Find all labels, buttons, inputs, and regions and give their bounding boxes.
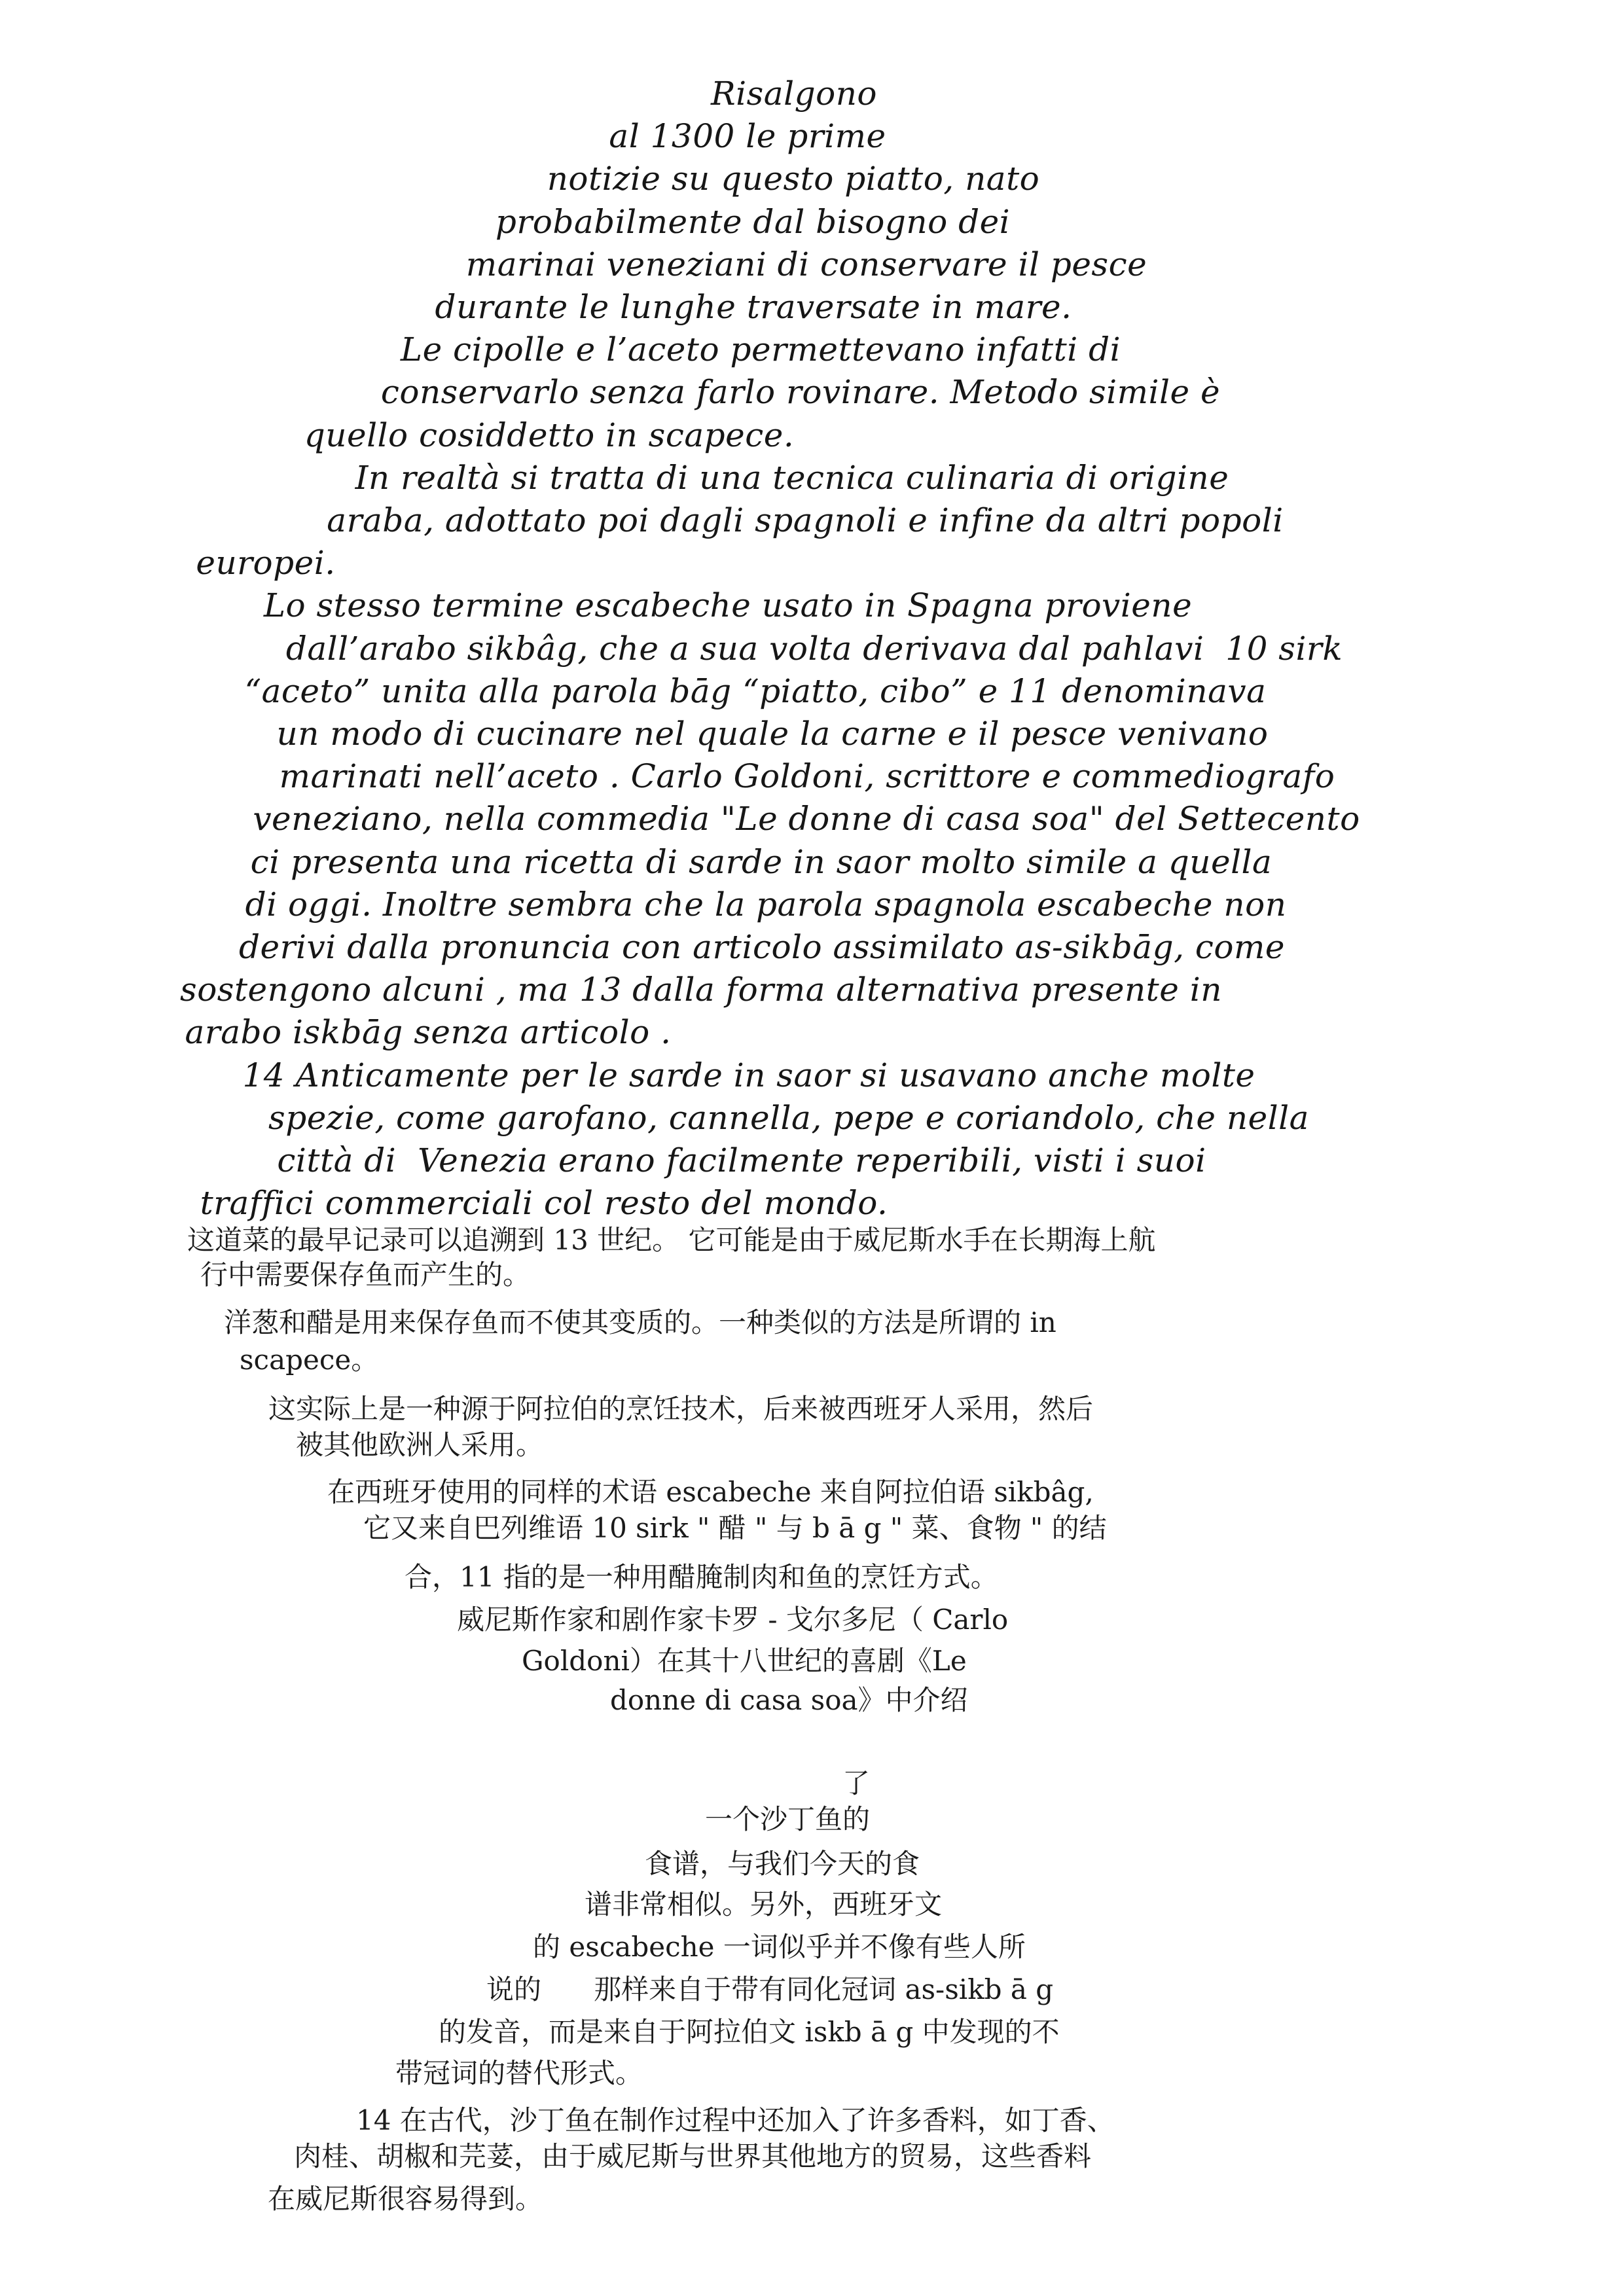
chinese-line: 的 escabeche 一词似乎并不像有些人所 xyxy=(533,1931,1026,1963)
italian-line: durante le lunghe traversate in mare. xyxy=(435,288,1072,326)
italian-line: Lo stesso termine escabeche usato in Spagna proviene xyxy=(263,586,1193,625)
chinese-line: 这实际上是一种源于阿拉伯的烹饪技术，后来被西班牙人采用，然后 xyxy=(268,1393,1094,1425)
italian-line: notizie su questo piatto, nato xyxy=(547,160,1040,198)
italian-line: ci presenta una ricetta di sarde in saor molto simile a quella xyxy=(250,842,1272,881)
chinese-line: 被其他欧洲人采用。 xyxy=(296,1429,544,1461)
italian-line: In realtà si tratta di una tecnica culinaria di origine xyxy=(355,458,1229,497)
italian-line: conservarlo senza farlo rovinare. Metodo simile è xyxy=(380,373,1221,412)
italian-line: di oggi. Inoltre sembra che la parola spagnola escabeche non xyxy=(245,885,1287,924)
italian-line: marinai veneziani di conservare il pesce xyxy=(465,245,1147,283)
chinese-line: scapece。 xyxy=(240,1344,379,1376)
italian-line: Le cipolle e l’aceto permettevano infatti di xyxy=(400,331,1121,369)
italian-line: araba, adottato poi dagli spagnoli e infine da altri popoli xyxy=(327,501,1284,539)
chinese-line: 肉桂、胡椒和芫荽，由于威尼斯与世界其他地方的贸易，这些香料 xyxy=(294,2140,1092,2172)
italian-line: marinati nell’aceto . Carlo Goldoni, scrittore e commediografo xyxy=(279,757,1335,796)
chinese-line: 合，11 指的是一种用醋腌制肉和鱼的烹饪方式。 xyxy=(405,1561,998,1593)
italian-line: spezie, come garofano, cannella, pepe e coriandolo, che nella xyxy=(268,1098,1309,1137)
chinese-line: 在西班牙使用的同样的术语 escabeche 来自阿拉伯语 sikbâg, xyxy=(327,1476,1094,1508)
italian-line: quello cosiddetto in scapece. xyxy=(304,416,795,454)
italian-line: dall’arabo sikbâg, che a sua volta derivava dal pahlavi 10 sirk xyxy=(285,629,1343,668)
chinese-line: 在威尼斯很容易得到。 xyxy=(268,2183,543,2215)
italian-line: europei. xyxy=(196,544,336,583)
chinese-line: 一个沙丁鱼的 xyxy=(705,1803,871,1835)
chinese-line: donne di casa soa》中介绍 xyxy=(610,1684,968,1716)
italian-line: veneziano, nella commedia "Le donne di casa soa" del Settecento xyxy=(253,800,1360,838)
chinese-line: 行中需要保存鱼而产生的。 xyxy=(200,1259,531,1291)
chinese-line: 这道菜的最早记录可以追溯到 13 世纪。 它可能是由于威尼斯水手在长期海上航 xyxy=(187,1224,1156,1256)
italian-line: un modo di cucinare nel quale la carne e il pesce venivano xyxy=(276,715,1269,753)
chinese-line: 说的 那样来自于带有同化冠词 as-sikb ā g xyxy=(486,1973,1054,2005)
italian-line: 14 Anticamente per le sarde in saor si usavano anche molte xyxy=(242,1056,1255,1094)
chinese-line: 14 在古代，沙丁鱼在制作过程中还加入了许多香料，如丁香、 xyxy=(356,2104,1115,2136)
italian-line: probabilmente dal bisogno dei xyxy=(495,202,1011,241)
chinese-line: 食谱，与我们今天的食 xyxy=(645,1848,920,1880)
chinese-line: 的发音，而是来自于阿拉伯文 iskb ā g 中发现的不 xyxy=(439,2016,1060,2048)
chinese-line: 威尼斯作家和剧作家卡罗 - 戈尔多尼（ Carlo xyxy=(457,1604,1009,1636)
chinese-line: 带冠词的替代形式。 xyxy=(395,2057,643,2089)
italian-line: sostengono alcuni , ma 13 dalla forma alternativa presente in xyxy=(180,971,1222,1009)
chinese-line: 谱非常相似。另外，西班牙文 xyxy=(585,1888,943,1920)
chinese-line: 洋葱和醋是用来保存鱼而不使其变质的。一种类似的方法是所谓的 in xyxy=(224,1306,1056,1338)
chinese-line: 它又来自巴列维语 10 sirk " 醋 " 与 b ā g " 菜、食物 " 的结 xyxy=(363,1512,1107,1544)
italian-line: città di Venezia erano facilmente reperibili, visti i suoi xyxy=(277,1141,1206,1179)
italian-line: “aceto” unita alla parola bāg “piatto, cibo” e 11 denominava xyxy=(244,672,1267,710)
italian-line: Risalgono xyxy=(710,75,877,113)
italian-line: traffici commerciali col resto del mondo. xyxy=(200,1184,888,1223)
chinese-line: Goldoni）在其十八世纪的喜剧《Le xyxy=(522,1645,967,1677)
chinese-line: 了 xyxy=(842,1767,871,1799)
italian-line: arabo iskbāg senza articolo . xyxy=(185,1013,672,1052)
italian-line: derivi dalla pronuncia con articolo assimilato as-sikbāg, come xyxy=(239,928,1285,966)
italian-line: al 1300 le prime xyxy=(609,117,886,156)
